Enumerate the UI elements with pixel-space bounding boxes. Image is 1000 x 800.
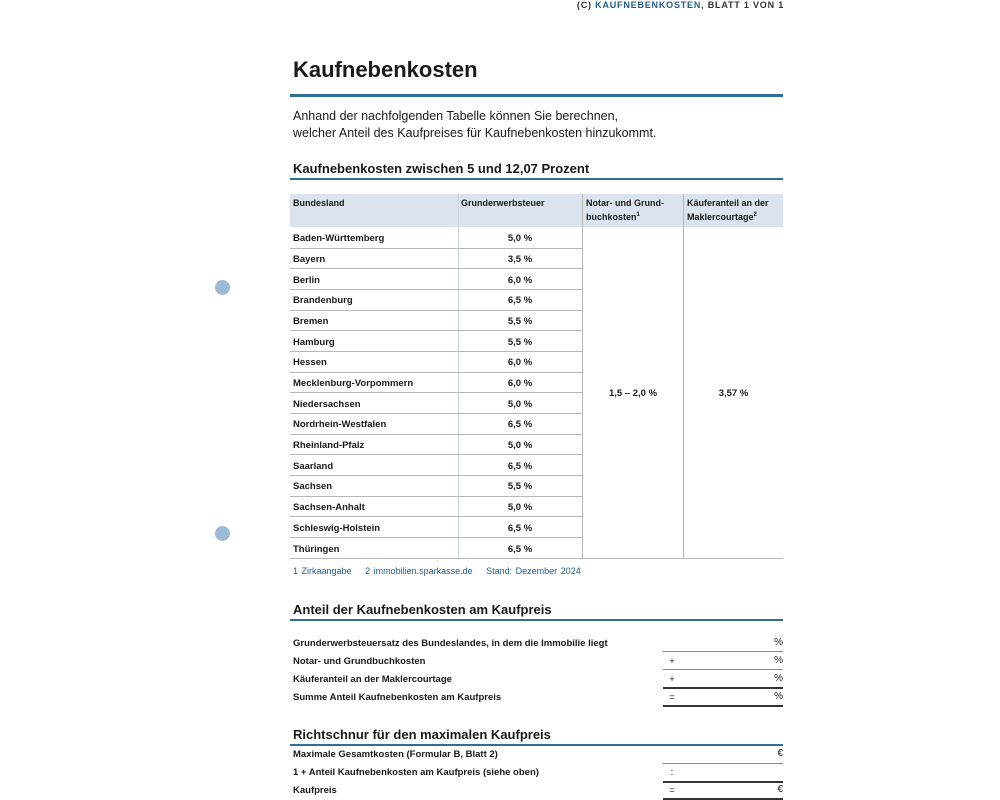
state-cell: Sachsen bbox=[293, 481, 333, 492]
table-header bbox=[290, 194, 783, 227]
state-cell: Saarland bbox=[293, 461, 334, 472]
col-state-header: Bundesland bbox=[293, 198, 345, 208]
tax-cell: 6,5 % bbox=[507, 419, 533, 430]
brand-label: KAUFNEBENKOSTEN bbox=[595, 0, 702, 10]
tax-cell: 5,5 % bbox=[507, 316, 533, 327]
row-divider bbox=[290, 289, 582, 290]
share-sum-unit: % bbox=[774, 691, 783, 702]
notary-unit: % bbox=[774, 655, 783, 666]
broker-unit: % bbox=[774, 673, 783, 684]
share-section-title: Anteil der Kaufnebenkosten am Kaufpreis bbox=[293, 602, 552, 617]
notary-label: Notar- und Grundbuchkosten bbox=[293, 656, 426, 667]
sheet-header bbox=[577, 0, 784, 10]
row-divider bbox=[290, 268, 582, 269]
section-divider bbox=[290, 744, 783, 746]
state-cell: Hamburg bbox=[293, 337, 335, 348]
state-cell: Bayern bbox=[293, 254, 326, 265]
tax-cell: 6,0 % bbox=[507, 378, 533, 389]
state-cell: Berlin bbox=[293, 275, 320, 286]
col-notary-header: Notar- und Grund- buchkosten$^1$ bbox=[586, 198, 664, 222]
col-divider bbox=[582, 194, 583, 558]
table-footnotes bbox=[293, 566, 591, 576]
intro-line-1: Anhand der nachfolgenden Tabelle können Sie berechnen, bbox=[293, 109, 619, 123]
tax-cell: 6,0 % bbox=[507, 357, 533, 368]
tax-rate-field[interactable] bbox=[663, 651, 783, 652]
notary-value-cell: 1,5 – 2,0 % bbox=[608, 388, 658, 399]
divisor-label: 1 + Anteil Kaufnebenkosten am Kaufpreis (siehe oben) bbox=[293, 767, 539, 778]
row-divider bbox=[290, 454, 582, 455]
row-divider bbox=[290, 351, 582, 352]
broker-field[interactable] bbox=[663, 687, 783, 689]
tax-rate-label: Grunderwerbsteuersatz des Bundeslandes, in dem die Immobilie liegt bbox=[293, 638, 608, 649]
col-broker-header: Käuferanteil an der Maklercourtage$^2$ bbox=[687, 198, 769, 222]
section-divider bbox=[290, 619, 783, 621]
tax-cell: 6,0 % bbox=[507, 275, 533, 286]
punch-hole-icon bbox=[215, 280, 230, 295]
row-divider bbox=[290, 434, 582, 435]
intro-text bbox=[293, 108, 656, 142]
tax-rate-unit: % bbox=[774, 637, 783, 648]
state-cell: Baden-Württemberg bbox=[293, 233, 385, 244]
col-divider bbox=[683, 194, 684, 558]
tax-cell: 5,0 % bbox=[507, 233, 533, 244]
plus-operator: + bbox=[669, 656, 675, 667]
state-cell: Bremen bbox=[293, 316, 329, 327]
page-title: Kaufnebenkosten bbox=[293, 57, 478, 82]
state-cell: Rheinland-Pfalz bbox=[293, 440, 365, 451]
max-total-unit: € bbox=[777, 748, 783, 759]
state-cell: Thüringen bbox=[293, 544, 340, 555]
state-cell: Sachsen-Anhalt bbox=[293, 502, 365, 513]
state-cell: Schleswig-Holstein bbox=[293, 523, 381, 534]
sheet-label: , BLATT 1 VON 1 bbox=[701, 0, 784, 10]
purchase-price-label: Kaufpreis bbox=[293, 785, 337, 796]
punch-hole-icon bbox=[215, 526, 230, 541]
state-cell: Niedersachsen bbox=[293, 399, 361, 410]
plus-operator: + bbox=[669, 674, 675, 685]
tax-cell: 3,5 % bbox=[507, 254, 533, 265]
footnote-1: 1 Zirkaangabe bbox=[293, 566, 352, 576]
row-divider bbox=[290, 413, 582, 414]
col-tax-header: Grunderwerbsteuer bbox=[461, 198, 545, 208]
equals-operator: = bbox=[669, 785, 675, 796]
share-sum-field[interactable] bbox=[663, 705, 783, 707]
share-sum-label: Summe Anteil Kaufnebenkosten am Kaufpreis bbox=[293, 692, 502, 703]
tax-cell: 6,5 % bbox=[507, 544, 533, 555]
max-section-title: Richtschnur für den maximalen Kaufpreis bbox=[293, 727, 551, 742]
notary-field[interactable] bbox=[663, 669, 783, 670]
purchase-price-unit: € bbox=[777, 784, 783, 795]
broker-label: Käuferanteil an der Maklercourtage bbox=[293, 674, 452, 685]
state-cell: Brandenburg bbox=[293, 295, 353, 306]
state-cell: Nordrhein-Westfalen bbox=[293, 419, 387, 430]
copyright-label: (C) bbox=[576, 0, 592, 10]
state-cell: Hessen bbox=[293, 357, 327, 368]
equals-operator: = bbox=[669, 692, 675, 703]
row-divider bbox=[290, 330, 582, 331]
divisor-field[interactable] bbox=[663, 781, 783, 783]
divide-operator: : bbox=[670, 767, 674, 778]
row-divider bbox=[290, 392, 582, 393]
table-section-title: Kaufnebenkosten zwischen 5 und 12,07 Prozent bbox=[293, 161, 590, 176]
state-cell: Mecklenburg-Vorpommern bbox=[293, 378, 414, 389]
tax-cell: 6,5 % bbox=[507, 295, 533, 306]
row-divider bbox=[290, 537, 582, 538]
row-divider bbox=[290, 516, 582, 517]
tax-cell: 6,5 % bbox=[507, 461, 533, 472]
title-divider bbox=[290, 94, 783, 97]
tax-cell: 5,0 % bbox=[507, 502, 533, 513]
tax-cell: 5,5 % bbox=[507, 481, 533, 492]
row-divider bbox=[290, 248, 582, 249]
section-divider bbox=[290, 178, 783, 180]
row-divider bbox=[290, 475, 582, 476]
max-total-label: Maximale Gesamtkosten (Formular B, Blatt 2) bbox=[293, 749, 498, 760]
tax-cell: 6,5 % bbox=[507, 523, 533, 534]
date-note: Stand: Dezember 2024 bbox=[486, 566, 581, 576]
tax-cell: 5,5 % bbox=[507, 337, 533, 348]
broker-value-cell: 3,57 % bbox=[718, 388, 749, 399]
table-bottom-rule bbox=[290, 558, 783, 559]
tax-cell: 5,0 % bbox=[507, 399, 533, 410]
row-divider bbox=[290, 310, 582, 311]
row-divider bbox=[290, 372, 582, 373]
max-total-field[interactable] bbox=[663, 763, 783, 764]
intro-line-2: welcher Anteil des Kaufpreises für Kaufnebenkosten hinzukommt. bbox=[293, 126, 657, 140]
tax-cell: 5,0 % bbox=[507, 440, 533, 451]
row-divider bbox=[290, 496, 582, 497]
footnote-2: 2 immobilien.sparkasse.de bbox=[365, 566, 473, 576]
